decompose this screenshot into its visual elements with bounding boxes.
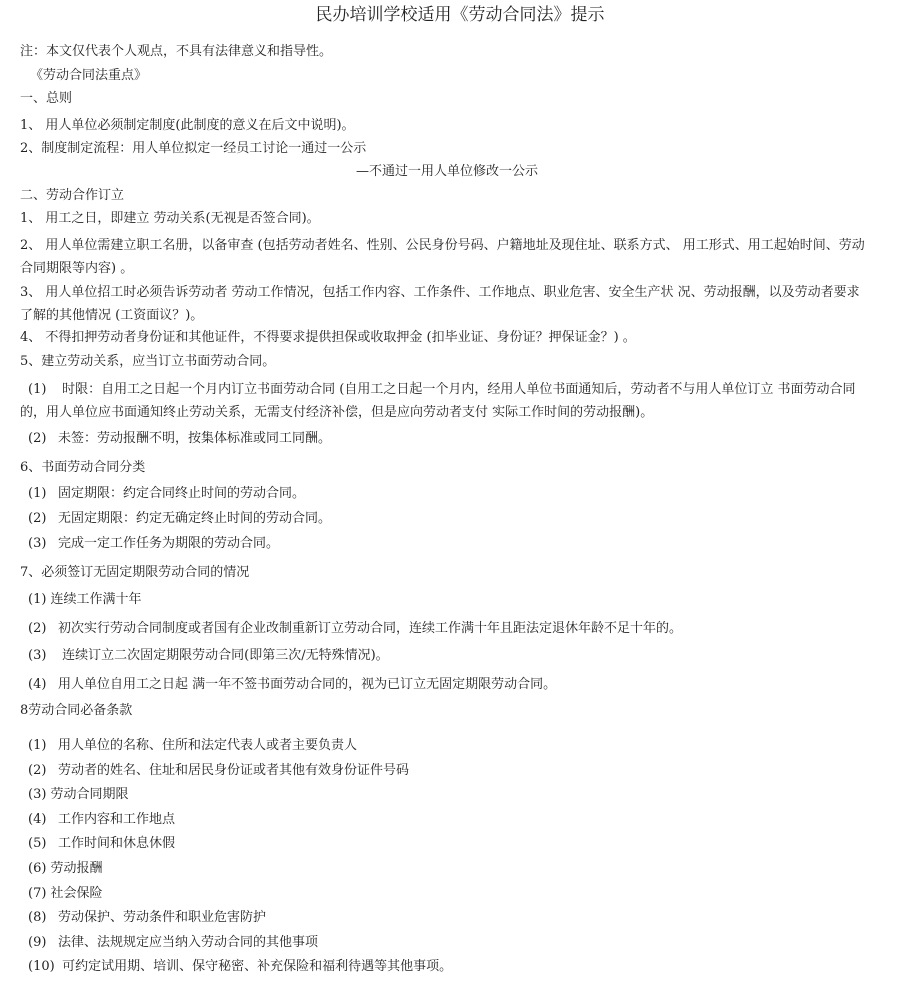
section-2-item-7-2 (28, 620, 682, 638)
section-2-item-6-1 (28, 485, 305, 503)
list-number: (10) (28, 959, 55, 974)
list-text: 固定期限：约定合同终止时间的劳动合同。 (58, 486, 306, 501)
list-number: (4) (28, 677, 47, 692)
section-2-item-8-2 (28, 762, 409, 780)
section-1-item-2: 2、制度制定流程：用人单位拟定一经员工讨论一通过一公示 (20, 141, 367, 156)
list-number: (9) (28, 935, 47, 950)
section-2-item-8-4 (28, 811, 175, 829)
section-2-item-1: 1、 用工之日，即建立 劳动关系(无视是否签合同)。 (20, 211, 320, 226)
section-1-heading: 一、总则 (20, 91, 73, 106)
list-text: 未签：劳动报酬不明，按集体标准或同工同酬。 (58, 431, 332, 446)
list-text: 用人单位自用工之日起 满一年不签书面劳动合同的，视为已订立无固定期限劳动合同。 (58, 677, 557, 692)
section-1-item-1: 1、 用人单位必须制定制度(此制度的意义在后文中说明)。 (20, 118, 355, 133)
list-text: 初次实行劳动合同制度或者国有企业改制重新订立劳动合同，连续工作满十年且距法定退休年龄不足十年的。 (58, 621, 683, 636)
list-text: 连续订立二次固定期限劳动合同(即第三次/无特殊情况)。 (58, 648, 389, 663)
list-number: (8) (28, 910, 47, 925)
section-2-item-3: 3、 用人单位招工时必须告诉劳动者 劳动工作情况，包括工作内容、工作条件、工作地点、职业危害、安全生产状 况、劳动报酬，以及劳动者要求了解的其他情况 (工资面议？)。 (20, 285, 860, 323)
section-2-heading: 二、劳动合作订立 (20, 188, 125, 203)
section-2-item-8-1 (28, 737, 357, 755)
list-text: 法律、法规规定应当纳入劳动合同的其他事项 (58, 935, 319, 950)
section-2-item-7-4 (28, 676, 556, 694)
list-text: 完成一定工作任务为期限的劳动合同。 (58, 536, 280, 551)
section-2-item-6: 6、书面劳动合同分类 (20, 460, 146, 475)
list-text: 劳动保护、劳动条件和职业危害防护 (58, 910, 267, 925)
list-text: 工作内容和工作地点 (58, 812, 176, 827)
section-2-item-8: 8劳动合同必备条款 (20, 703, 133, 718)
list-number: (3) (28, 648, 47, 663)
section-2-item-6-2 (28, 510, 331, 528)
list-number: (2) (28, 511, 47, 526)
section-2-item-8-9 (28, 934, 318, 952)
list-number: (1) (28, 486, 47, 501)
list-number: (2) (28, 763, 47, 778)
section-2-item-8-7: (7) 社会保险 (28, 886, 103, 901)
list-number: (2) (28, 431, 47, 446)
list-number: (2) (28, 621, 47, 636)
section-2-item-4: 4、 不得扣押劳动者身份证和其他证件，不得要求提供担保或收取押金 (扣毕业证、身份证？押保证金？) 。 (20, 330, 636, 345)
section-2-item-8-8 (28, 909, 266, 927)
list-number: (1) (28, 382, 47, 397)
list-text: 时限：自用工之日起一个月内订立书面劳动合同 (自用工之日起一个月内，经用人单位书面通知后，劳动者不与用人单位订立 书面劳动合同的，用人单位应书面通知终止劳动关系，无需支付经济补偿，但是应向劳动者支付 实际工作时间的劳动报酬)。 (20, 382, 856, 420)
list-text: 可约定试用期、培训、保守秘密、补充保险和福利待遇等其他事项。 (58, 959, 453, 974)
section-2-item-8-5 (28, 835, 175, 853)
section-2-item-5-2 (28, 430, 331, 448)
list-number: (5) (28, 836, 47, 851)
section-2-item-2: 2、 用人单位需建立职工名册，以备审查 (包括劳动者姓名、性别、公民身份号码、户籍地址及现住址、联系方式、 用工形式、用工起始时间、劳动合同期限等内容) 。 (20, 238, 865, 276)
section-2-item-5: 5、建立劳动关系，应当订立书面劳动合同。 (20, 354, 276, 369)
section-2-item-8-6: (6) 劳动报酬 (28, 861, 103, 876)
disclaimer-note: 注：本文仅代表个人观点，不具有法律意义和指导性。 (20, 44, 333, 59)
list-number: (4) (28, 812, 47, 827)
list-text: 用人单位的名称、住所和法定代表人或者主要负责人 (58, 738, 358, 753)
list-number: (1) (28, 738, 47, 753)
list-text: 无固定期限：约定无确定终止时间的劳动合同。 (58, 511, 332, 526)
section-2-item-7-3 (28, 647, 389, 665)
section-2-item-7-1: (1) 连续工作满十年 (28, 592, 142, 607)
section-2-item-8-10 (28, 958, 452, 976)
list-text: 工作时间和休息休假 (58, 836, 176, 851)
subtitle: 《劳动合同法重点》 (30, 68, 148, 83)
section-2-item-7: 7、必须签订无固定期限劳动合同的情况 (20, 565, 250, 580)
section-2-item-8-3: (3) 劳动合同期限 (28, 787, 129, 802)
document-title: 民办培训学校适用《劳动合同法》提示 (315, 5, 605, 25)
list-number: (3) (28, 536, 47, 551)
section-1-item-2-branch: —不通过一用人单位修改一公示 (356, 164, 539, 179)
section-2-item-6-3 (28, 535, 279, 553)
list-text: 劳动者的姓名、住址和居民身份证或者其他有效身份证件号码 (58, 763, 410, 778)
section-2-item-5-1 (20, 378, 868, 424)
